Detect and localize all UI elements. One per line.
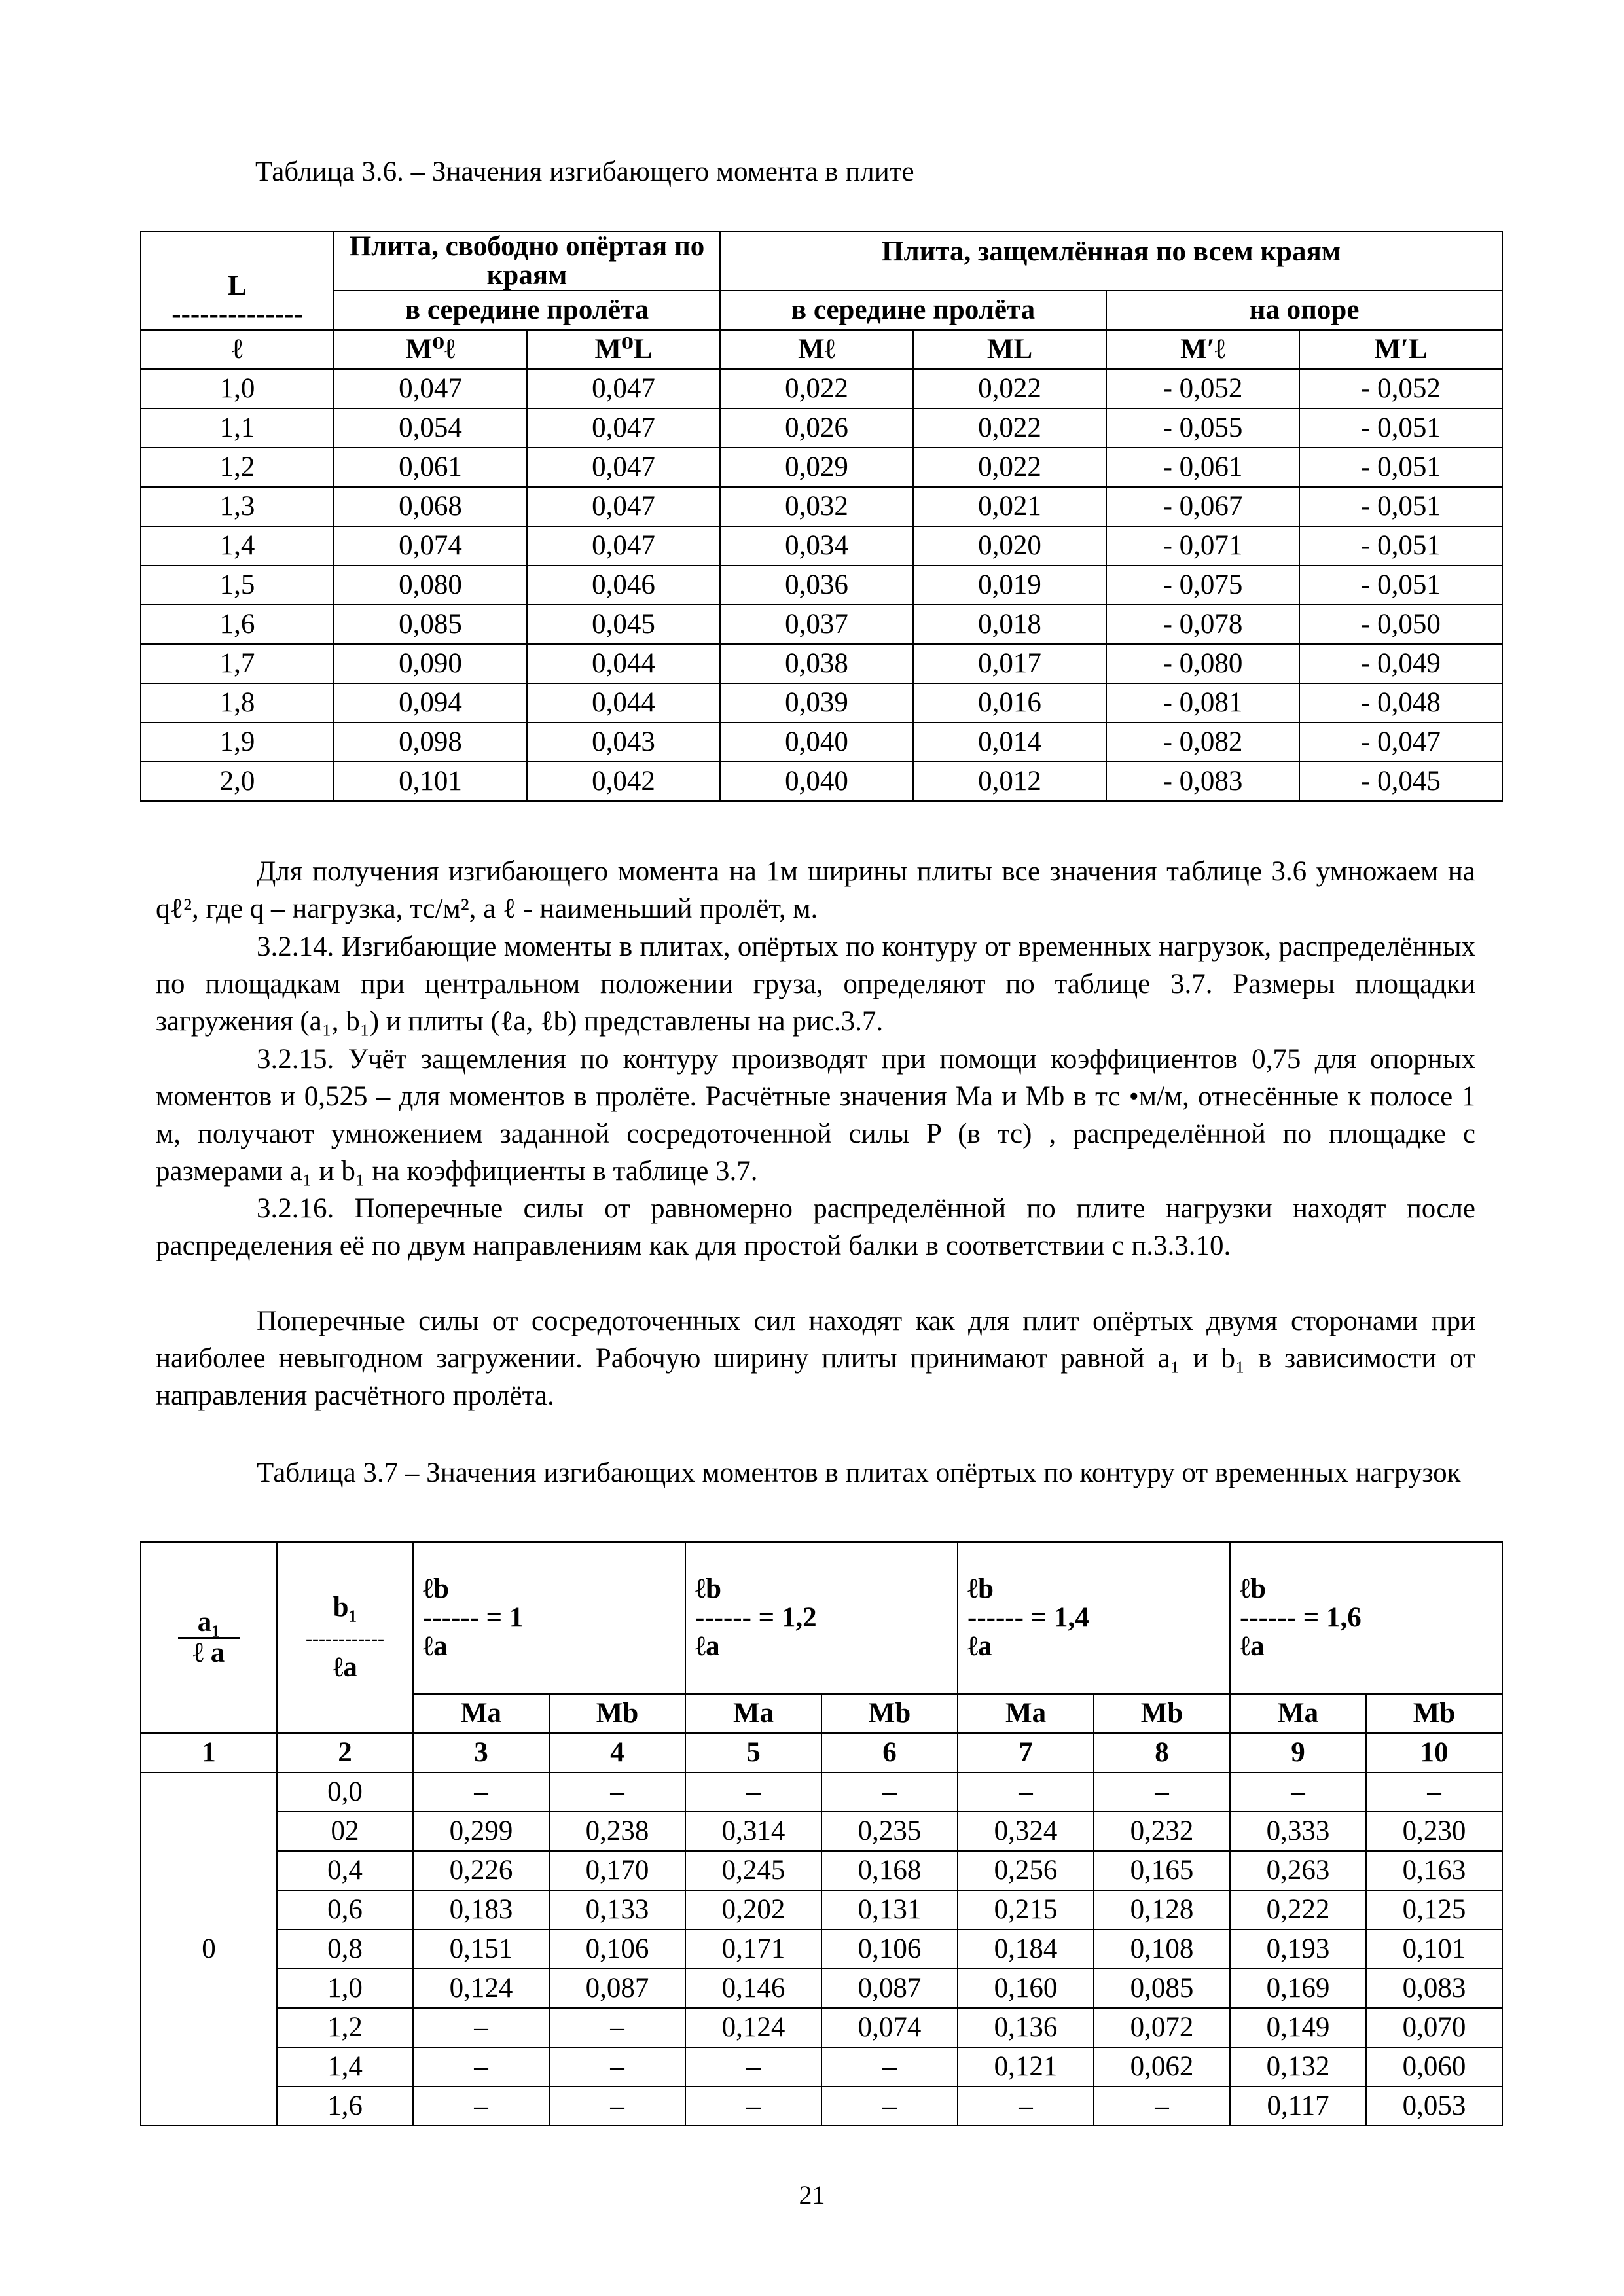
table-row <box>141 683 1502 723</box>
table-cell: – <box>1094 2087 1230 2126</box>
table-cell: 0,168 <box>821 1851 958 1890</box>
header-a1-la: a₁ ℓ a <box>141 1542 277 1733</box>
table-cell: 0,068 <box>334 487 527 526</box>
table-cell: 0,047 <box>527 487 720 526</box>
table-cell: - 0,051 <box>1299 408 1502 448</box>
table-cell: 0,324 <box>958 1812 1094 1851</box>
table-cell: - 0,075 <box>1106 565 1299 605</box>
a-value-cell: 0 <box>141 1772 277 2126</box>
header-ratio-1: ℓb ------ = 1 ℓa <box>413 1542 685 1694</box>
column-numbers-row <box>141 1733 1502 1772</box>
header-b1-la: b₁ ------------ ℓa <box>277 1542 413 1733</box>
table-cell: 0,101 <box>334 762 527 801</box>
table-cell: 0,074 <box>821 2008 958 2047</box>
table-cell: 0,333 <box>1230 1812 1366 1851</box>
column-number: 9 <box>1230 1733 1366 1772</box>
table-cell: 0,202 <box>685 1890 821 1929</box>
table-cell: 0,170 <box>549 1851 685 1890</box>
header-mpL: M′L <box>1299 330 1502 369</box>
table-cell: 0,8 <box>277 1929 413 1969</box>
table-row <box>141 605 1502 644</box>
table-cell: 0,132 <box>1230 2047 1366 2087</box>
table-cell: 0,029 <box>720 448 913 487</box>
table-cell: 0,146 <box>685 1969 821 2008</box>
table-cell: 0,062 <box>1094 2047 1230 2087</box>
header-ma: Ma <box>685 1694 821 1733</box>
table-cell: 0,128 <box>1094 1890 1230 1929</box>
table-cell: 0,080 <box>334 565 527 605</box>
column-number: 6 <box>821 1733 958 1772</box>
table-3-6-caption: Таблица 3.6. – Значения изгибающего момента в плите <box>255 156 914 187</box>
table-cell: 1,2 <box>141 448 334 487</box>
header-mb: Mb <box>1366 1694 1502 1733</box>
table-cell: - 0,049 <box>1299 644 1502 683</box>
table-cell: 0,061 <box>334 448 527 487</box>
table-cell: 0,042 <box>527 762 720 801</box>
table-cell: - 0,081 <box>1106 683 1299 723</box>
table-cell: – <box>413 2087 549 2126</box>
table-cell: 0,021 <box>913 487 1106 526</box>
table-row <box>141 2008 1502 2047</box>
table-cell: 0,136 <box>958 2008 1094 2047</box>
table-cell: – <box>549 2008 685 2047</box>
table-cell: – <box>821 2087 958 2126</box>
header-ratio-1-6: ℓb ------ = 1,6 ℓa <box>1230 1542 1502 1694</box>
table-cell: 0,4 <box>277 1851 413 1890</box>
table-cell: 0,087 <box>549 1969 685 2008</box>
header-mb: Mb <box>1094 1694 1230 1733</box>
table-cell: 0,047 <box>527 526 720 565</box>
table-cell: 0,121 <box>958 2047 1094 2087</box>
table-cell: – <box>685 2047 821 2087</box>
table-row <box>141 1969 1502 2008</box>
table-row <box>141 487 1502 526</box>
header-mL: ML <box>913 330 1106 369</box>
table-cell: 0,017 <box>913 644 1106 683</box>
table-cell: 0,314 <box>685 1812 821 1851</box>
table-cell: 0,169 <box>1230 1969 1366 2008</box>
table-cell: 0,230 <box>1366 1812 1502 1851</box>
table-cell: 0,106 <box>549 1929 685 1969</box>
table-cell: 0,044 <box>527 644 720 683</box>
table-cell: 0,106 <box>821 1929 958 1969</box>
table-row <box>141 1772 1502 1812</box>
table-cell: 02 <box>277 1812 413 1851</box>
table-cell: – <box>821 1772 958 1812</box>
table-cell: 1,6 <box>141 605 334 644</box>
table-cell: 0,040 <box>720 762 913 801</box>
table-cell: – <box>413 1772 549 1812</box>
table-cell: - 0,083 <box>1106 762 1299 801</box>
table-cell: 0,074 <box>334 526 527 565</box>
table-cell: - 0,051 <box>1299 487 1502 526</box>
table-cell: 0,0 <box>277 1772 413 1812</box>
header-mpl: M′ℓ <box>1106 330 1299 369</box>
table-3-7 <box>140 1541 1503 2126</box>
table-cell: 0,043 <box>527 723 720 762</box>
table-cell: 0,124 <box>413 1969 549 2008</box>
table-cell: 0,151 <box>413 1929 549 1969</box>
table-cell: - 0,061 <box>1106 448 1299 487</box>
table-cell: – <box>549 2087 685 2126</box>
table-cell: - 0,051 <box>1299 526 1502 565</box>
page-number: 21 <box>799 2180 825 2210</box>
table-cell: 0,6 <box>277 1890 413 1929</box>
table-cell: 0,083 <box>1366 1969 1502 2008</box>
column-number: 7 <box>958 1733 1094 1772</box>
header-mb: Mb <box>821 1694 958 1733</box>
table-row <box>141 2087 1502 2126</box>
table-cell: 0,016 <box>913 683 1106 723</box>
table-cell: 0,299 <box>413 1812 549 1851</box>
table-cell: 0,256 <box>958 1851 1094 1890</box>
table-cell: 0,019 <box>913 565 1106 605</box>
table-cell: 0,047 <box>527 369 720 408</box>
table-row <box>141 448 1502 487</box>
table-row <box>141 2047 1502 2087</box>
header-ma: Ma <box>1230 1694 1366 1733</box>
table-row <box>141 644 1502 683</box>
table-cell: 1,1 <box>141 408 334 448</box>
table-cell: 0,232 <box>1094 1812 1230 1851</box>
table-cell: 0,039 <box>720 683 913 723</box>
table-cell: 0,090 <box>334 644 527 683</box>
table-row <box>141 1812 1502 1851</box>
table-cell: - 0,067 <box>1106 487 1299 526</box>
table-cell: 0,018 <box>913 605 1106 644</box>
table-cell: 0,022 <box>913 448 1106 487</box>
table-cell: 0,038 <box>720 644 913 683</box>
header-ma: Ma <box>413 1694 549 1733</box>
table-cell: 0,020 <box>913 526 1106 565</box>
header-m0L: M⁰L <box>527 330 720 369</box>
header-support: на опоре <box>1106 291 1502 330</box>
header-m0l: M⁰ℓ <box>334 330 527 369</box>
table-cell: 0,133 <box>549 1890 685 1929</box>
table-cell: 0,101 <box>1366 1929 1502 1969</box>
table-cell: - 0,045 <box>1299 762 1502 801</box>
table-cell: 0,046 <box>527 565 720 605</box>
table-cell: 0,193 <box>1230 1929 1366 1969</box>
table-cell: 1,4 <box>141 526 334 565</box>
table-cell: 0,108 <box>1094 1929 1230 1969</box>
table-cell: 1,4 <box>277 2047 413 2087</box>
table-cell: 0,222 <box>1230 1890 1366 1929</box>
header-mid-span: в середине пролёта <box>334 291 720 330</box>
table-cell: 0,184 <box>958 1929 1094 1969</box>
table-cell: 2,0 <box>141 762 334 801</box>
table-3-6 <box>140 231 1503 802</box>
header-L: L -------------- <box>141 232 334 330</box>
table-cell: 1,6 <box>277 2087 413 2126</box>
table-cell: 0,160 <box>958 1969 1094 2008</box>
column-number: 10 <box>1366 1733 1502 1772</box>
header-ml: Mℓ <box>720 330 913 369</box>
table-cell: - 0,071 <box>1106 526 1299 565</box>
table-cell: 1,8 <box>141 683 334 723</box>
table-cell: 0,047 <box>334 369 527 408</box>
table-cell: 0,072 <box>1094 2008 1230 2047</box>
header-ma: Ma <box>958 1694 1094 1733</box>
column-number: 8 <box>1094 1733 1230 1772</box>
table-3-7-caption: Таблица 3.7 – Значения изгибающих моментов в плитах опёртых по контуру от временных нагрузок <box>257 1458 1461 1488</box>
table-cell: 0,098 <box>334 723 527 762</box>
table-cell: 0,238 <box>549 1812 685 1851</box>
header-l: ℓ <box>141 330 334 369</box>
table-cell: 0,245 <box>685 1851 821 1890</box>
table-cell: - 0,051 <box>1299 448 1502 487</box>
table-cell: - 0,055 <box>1106 408 1299 448</box>
table-row <box>141 369 1502 408</box>
table-cell: – <box>958 1772 1094 1812</box>
table-cell: 0,022 <box>913 369 1106 408</box>
table-cell: 0,047 <box>527 448 720 487</box>
table-cell: - 0,080 <box>1106 644 1299 683</box>
table-row <box>141 565 1502 605</box>
table-cell: – <box>958 2087 1094 2126</box>
column-number: 3 <box>413 1733 549 1772</box>
table-cell: 0,053 <box>1366 2087 1502 2126</box>
table-cell: 0,131 <box>821 1890 958 1929</box>
table-cell: 0,125 <box>1366 1890 1502 1929</box>
table-cell: – <box>1366 1772 1502 1812</box>
table-cell: – <box>413 2047 549 2087</box>
table-cell: 0,183 <box>413 1890 549 1929</box>
table-cell: – <box>821 2047 958 2087</box>
table-cell: 0,149 <box>1230 2008 1366 2047</box>
header-ratio-1-4: ℓb ------ = 1,4 ℓa <box>958 1542 1230 1694</box>
table-cell: - 0,047 <box>1299 723 1502 762</box>
table-cell: – <box>549 2047 685 2087</box>
table-cell: 0,117 <box>1230 2087 1366 2126</box>
table-cell: 0,163 <box>1366 1851 1502 1890</box>
table-cell: 0,034 <box>720 526 913 565</box>
table-cell: - 0,052 <box>1106 369 1299 408</box>
table-cell: 1,0 <box>277 1969 413 2008</box>
table-row <box>141 1890 1502 1929</box>
table-cell: 0,171 <box>685 1929 821 1969</box>
table-cell: 0,085 <box>1094 1969 1230 2008</box>
table-cell: 0,226 <box>413 1851 549 1890</box>
table-cell: 0,044 <box>527 683 720 723</box>
table-cell: 0,032 <box>720 487 913 526</box>
table-row <box>141 762 1502 801</box>
table-cell: 0,165 <box>1094 1851 1230 1890</box>
table-cell: - 0,078 <box>1106 605 1299 644</box>
paragraph-3-2-14: 3.2.14. Изгибающие моменты в плитах, опёртых по контуру от временных нагрузок, распределённых по площадкам при центральном положении груза, определяют по таблице 3.7. Размеры площадки загружения (a₁, b₁) и плиты (ℓa, ℓb) представлены на рис.3.7. <box>156 931 1475 1037</box>
paragraph-3-2-15: 3.2.15. Учёт защемления по контуру производят при помощи коэффициентов 0,75 для опорных моментов и 0,525 – для моментов в пролёте. Расчётные значения Ma и Mb в тс •м/м, отнесённые к полосе 1 м, получают умножением заданной сосредоточенной силы P (в тс) , распределённой по площадке с размерами a₁ и b₁ на коэффициенты в таблице 3.7. <box>156 1044 1475 1187</box>
table-cell: 0,014 <box>913 723 1106 762</box>
table-cell: 1,5 <box>141 565 334 605</box>
table-row <box>141 723 1502 762</box>
header-mid-span-2: в середине пролёта <box>720 291 1106 330</box>
table-cell: 0,087 <box>821 1969 958 2008</box>
table-cell: 0,040 <box>720 723 913 762</box>
table-cell: 0,085 <box>334 605 527 644</box>
table-cell: 1,3 <box>141 487 334 526</box>
table-cell: 0,012 <box>913 762 1106 801</box>
table-cell: - 0,082 <box>1106 723 1299 762</box>
table-cell: – <box>685 1772 821 1812</box>
table-cell: – <box>1094 1772 1230 1812</box>
table-cell: 1,7 <box>141 644 334 683</box>
header-free-plate: Плита, свободно опёртая по краям <box>334 232 720 291</box>
header-ratio-1-2: ℓb ------ = 1,2 ℓa <box>685 1542 958 1694</box>
table-row <box>141 1929 1502 1969</box>
column-number: 1 <box>141 1733 277 1772</box>
table-cell: 0,263 <box>1230 1851 1366 1890</box>
table-cell: 0,060 <box>1366 2047 1502 2087</box>
table-cell: 0,022 <box>913 408 1106 448</box>
table-cell: 0,036 <box>720 565 913 605</box>
header-clamped-plate: Плита, защемлённая по всем краям <box>720 232 1502 291</box>
table-cell: 0,022 <box>720 369 913 408</box>
paragraph-3-2-16: 3.2.16. Поперечные силы от равномерно распределённой по плите нагрузки находят после распределения её по двум направлениям как для простой балки в соответствии с п.3.3.10. <box>156 1193 1475 1261</box>
paragraph-shear: Поперечные силы от сосредоточенных сил находят как для плит опёртых двумя сторонами при наиболее невыгодном загружении. Рабочую ширину плиты принимают равной a₁ и b₁ в зависимости от направления расчётного пролёта. <box>156 1306 1475 1411</box>
table-cell: – <box>549 1772 685 1812</box>
table-cell: 0,047 <box>527 408 720 448</box>
header-mb: Mb <box>549 1694 685 1733</box>
table-cell: 0,045 <box>527 605 720 644</box>
table-cell: - 0,050 <box>1299 605 1502 644</box>
column-number: 2 <box>277 1733 413 1772</box>
column-number: 4 <box>549 1733 685 1772</box>
table-cell: 0,054 <box>334 408 527 448</box>
table-cell: 1,2 <box>277 2008 413 2047</box>
table-cell: – <box>685 2087 821 2126</box>
table-cell: 0,037 <box>720 605 913 644</box>
table-row <box>141 408 1502 448</box>
table-row <box>141 1851 1502 1890</box>
table-cell: – <box>413 2008 549 2047</box>
table-cell: - 0,048 <box>1299 683 1502 723</box>
table-cell: 0,026 <box>720 408 913 448</box>
table-cell: - 0,052 <box>1299 369 1502 408</box>
table-cell: 0,124 <box>685 2008 821 2047</box>
table-cell: 1,9 <box>141 723 334 762</box>
table-row <box>141 526 1502 565</box>
table-cell: - 0,051 <box>1299 565 1502 605</box>
table-cell: – <box>1230 1772 1366 1812</box>
table-cell: 0,070 <box>1366 2008 1502 2047</box>
table-cell: 0,215 <box>958 1890 1094 1929</box>
paragraph-1: Для получения изгибающего момента на 1м ширины плиты все значения таблице 3.6 умножаем на qℓ², где q – нагрузка, тс/м², а ℓ - наименьший пролёт, м. <box>156 856 1475 924</box>
column-number: 5 <box>685 1733 821 1772</box>
table-cell: 0,094 <box>334 683 527 723</box>
table-cell: 0,235 <box>821 1812 958 1851</box>
table-cell: 1,0 <box>141 369 334 408</box>
